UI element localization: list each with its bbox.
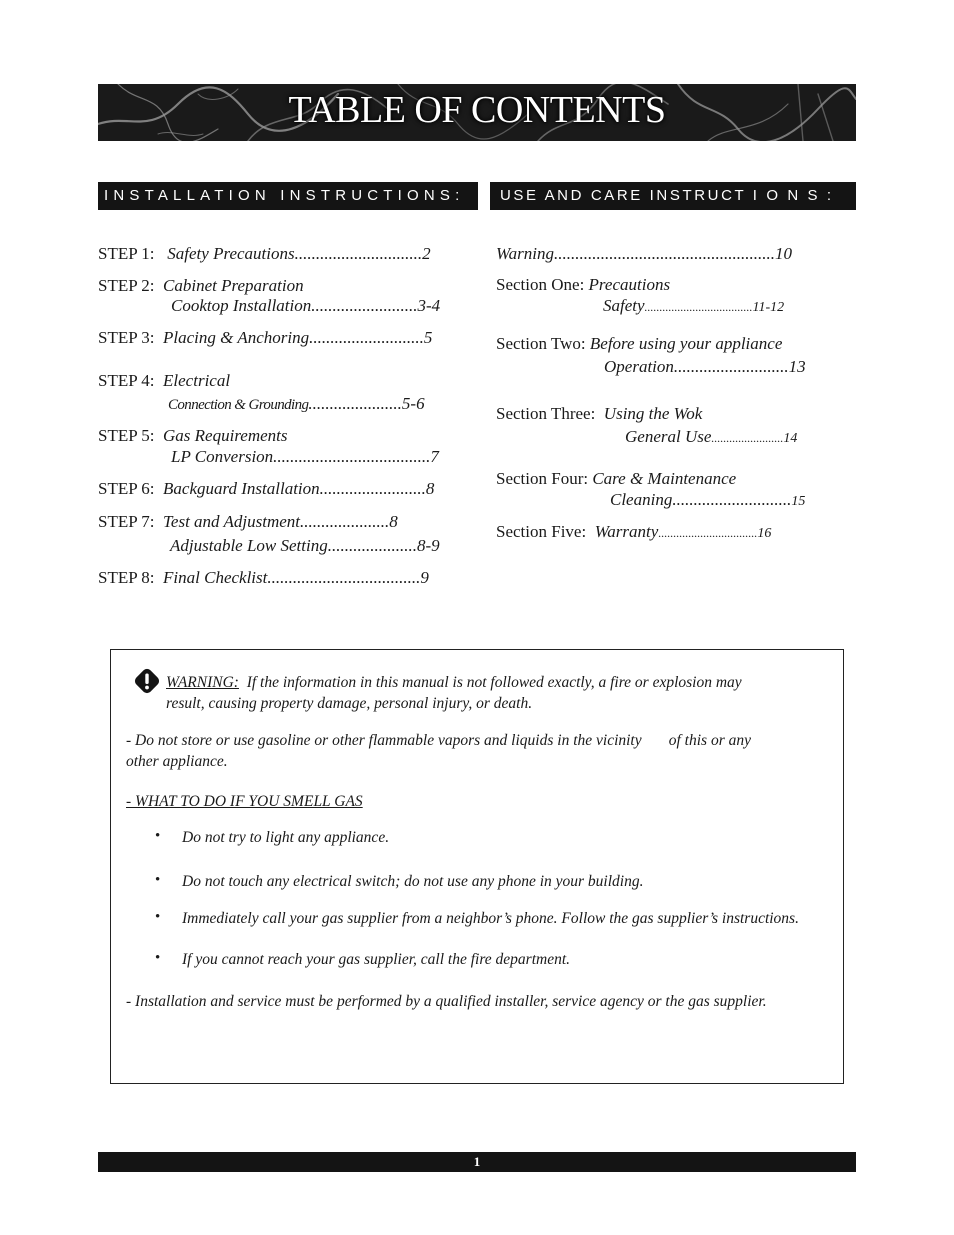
- warning-statement-cont: result, causing property damage, personal injury, or death.: [166, 695, 533, 712]
- toc-entry-step4: STEP 4: Electrical: [98, 371, 231, 390]
- toc-subentry-section1: Safety....................................11-12: [603, 296, 785, 315]
- page-title: TABLE OF CONTENTS: [288, 89, 666, 131]
- storage-warning: - Do not store or use gasoline or other flammable vapors and liquids in the vicinity of this or any: [126, 732, 751, 749]
- toc-entry-step7: STEP 7: Test and Adjustment.....................8: [98, 512, 398, 531]
- bullet-item: If you cannot reach your gas supplier, call the fire department.: [182, 951, 571, 968]
- toc-subentry-step4: Connection & Grounding......................5-6: [168, 394, 425, 413]
- toc-entry-section1: Section One: Precautions: [496, 275, 671, 294]
- toc-entry-section5: Section Five: Warranty.................................16: [496, 522, 772, 541]
- bullet-item: Do not try to light any appliance.: [182, 829, 390, 846]
- toc-entry-warning: Warning....................................................10: [496, 244, 792, 263]
- toc-entry-section2: Section Two: Before using your appliance: [496, 334, 783, 353]
- toc-entry-step8: STEP 8: Final Checklist....................................9: [98, 568, 429, 587]
- toc-subentry-section2: Operation...........................13: [604, 357, 806, 376]
- page-number: 1: [98, 1152, 856, 1172]
- bullet-marker: •: [155, 828, 161, 844]
- bullet-item: Immediately call your gas supplier from a neighbor’s phone. Follow the gas supplier’s instructions.: [182, 910, 799, 927]
- use-care-heading: USE AND CARE INSTRUCT I O N S :: [490, 182, 856, 210]
- toc-entry-step6: STEP 6: Backguard Installation.........................8: [98, 479, 435, 498]
- installation-heading: INSTALLATION INSTRUCTIONS:: [98, 182, 478, 210]
- gas-warning-box: [110, 649, 844, 1084]
- bullet-item: Do not touch any electrical switch; do not use any phone in your building.: [182, 873, 644, 890]
- toc-entry-step5: STEP 5: Gas Requirements: [98, 426, 288, 445]
- toc-entry-step2: STEP 2: Cabinet Preparation: [98, 276, 304, 295]
- bullet-marker: •: [155, 950, 161, 966]
- service-warning: - Installation and service must be performed by a qualified installer, service agency or the gas supplier.: [126, 993, 767, 1010]
- bullet-marker: •: [155, 909, 161, 925]
- toc-subentry-step7: Adjustable Low Setting.....................8-9: [170, 536, 440, 555]
- toc-entry-step3: STEP 3: Placing & Anchoring...........................5: [98, 328, 433, 347]
- toc-entry-section3: Section Three: Using the Wok: [496, 404, 703, 423]
- storage-warning-cont: other appliance.: [126, 753, 228, 770]
- warning-exclamation-icon: [132, 666, 162, 696]
- bullet-marker: •: [155, 872, 161, 888]
- toc-subentry-section4: Cleaning............................15: [610, 490, 806, 509]
- title-banner: [98, 84, 856, 141]
- warning-statement: WARNING: If the information in this manual is not followed exactly, a fire or explosion may: [166, 674, 742, 691]
- toc-subentry-step5: LP Conversion.....................................7: [171, 447, 439, 466]
- smell-gas-heading: - WHAT TO DO IF YOU SMELL GAS: [126, 793, 363, 810]
- toc-subentry-section3: General Use........................14: [625, 427, 798, 446]
- toc-entry-step1: STEP 1: Safety Precautions..............................2: [98, 244, 431, 263]
- toc-entry-section4: Section Four: Care & Maintenance: [496, 469, 737, 488]
- toc-subentry-step2: Cooktop Installation.........................3-4: [171, 296, 441, 315]
